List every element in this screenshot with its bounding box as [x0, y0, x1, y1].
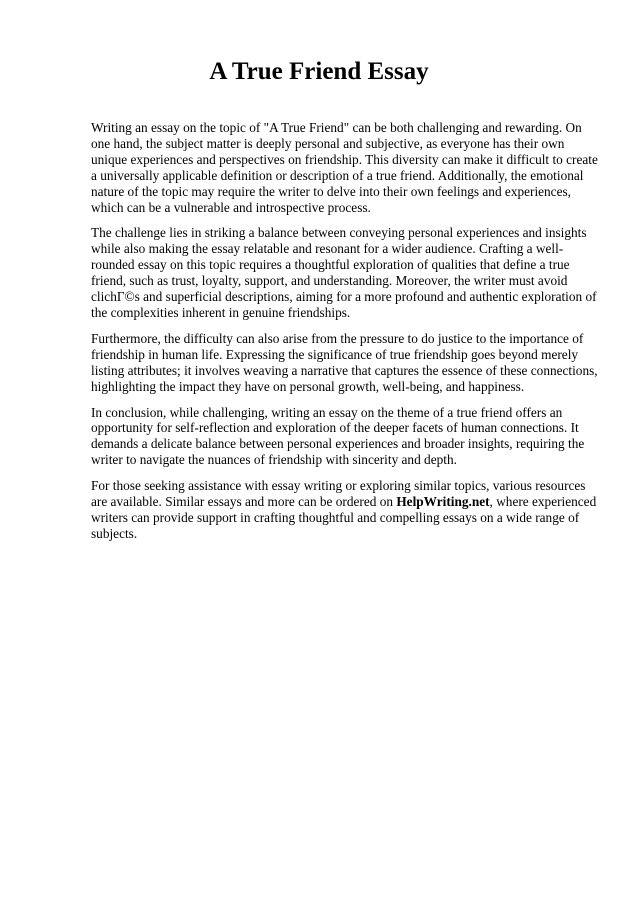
- paragraph-3: Furthermore, the difficulty can also arise from the pressure to do justice to the importance of friendship in human life. Expressing the significance of true friendship goes beyond merely listing attributes; it involves weaving a narrative that captures the essence of these connections, highlighting the impact they have on personal growth, well-being, and happiness.: [91, 330, 598, 394]
- paragraph-4: In conclusion, while challenging, writing an essay on the theme of a true friend offers an opportunity for self-reflection and exploration of the deeper facets of human connections. It demands a delicate balance between personal experiences and broader insights, requiring the writer to navigate the nuances of friendship with sincerity and depth.: [91, 404, 585, 468]
- paragraph-1: Writing an essay on the topic of "A True Friend" can be both challenging and rewarding. On one hand, the subject matter is deeply personal and subjective, as everyone has their own unique experiences and perspectives on friendship. This diversity can make it difficult to create a universally applicable definition or description of a true friend. Additionally, the emotional nature of the topic may require the writer to delve into their own feelings and experiences, which can be a vulnerable and introspective process.: [91, 120, 598, 215]
- paragraph-5-intro: For those seeking assistance with essay writing or exploring similar topics, various resources are available. Similar essays and more can be ordered on: [91, 478, 586, 510]
- essay-body: [91, 120, 601, 552]
- helpwriting-link[interactable]: HelpWriting.net: [396, 494, 490, 510]
- paragraph-2: The challenge lies in striking a balance between conveying personal experiences and insights while also making the essay relatable and resonant for a wider audience. Crafting a well-rounded essay on this topic requires a thoughtful exploration of qualities that define a true friend, such as trust, loyalty, support, and understanding. Moreover, the writer must avoid clichΓ©s and superficial descriptions, aiming for a more profound and authentic exploration of the complexities inherent in genuine friendships.: [91, 225, 597, 320]
- paragraph-5: [91, 478, 601, 542]
- paragraph-5-outro: , where experienced writers can provide support in crafting thoughtful and compelling essays on a wide range of subjects.: [91, 494, 597, 541]
- page-title: A True Friend Essay: [209, 58, 429, 85]
